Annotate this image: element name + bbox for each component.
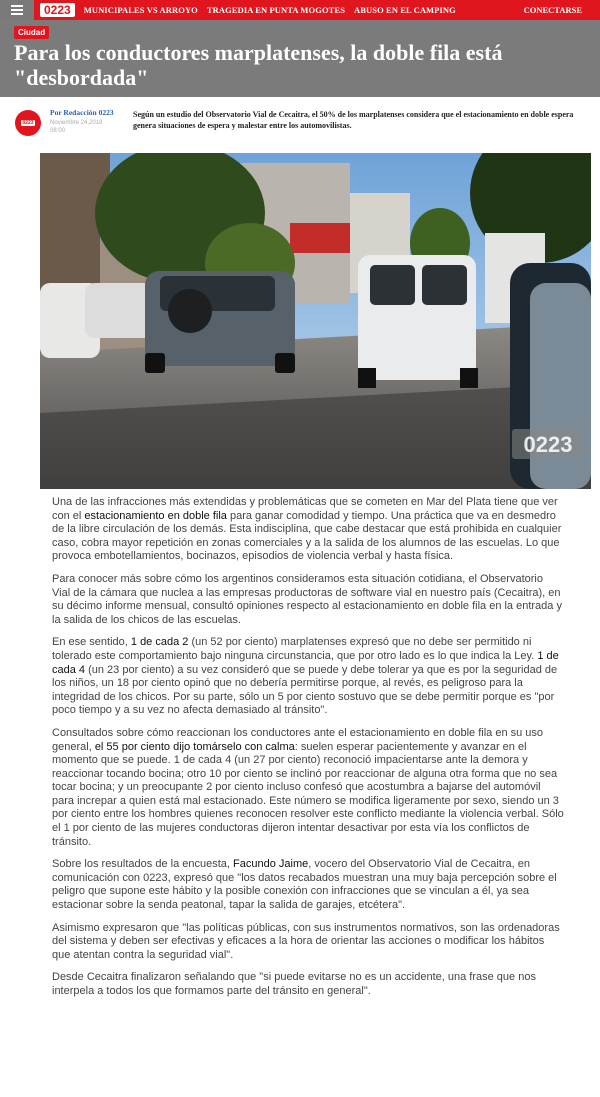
paragraph-6: Asimismo expresaron que "las políticas públicas, con sus instrumentos normativos, son las ordenadoras del sistema y deben ser efectivas y eficaces a la hora de orientar las acciones o modificar los hábitos que atentan contra la seguridad vial". bbox=[52, 921, 560, 961]
photo-watermark: 0223 bbox=[523, 432, 573, 457]
publish-time: 08:00 bbox=[50, 128, 66, 134]
hamburger-icon[interactable] bbox=[0, 0, 34, 20]
author-name[interactable]: Por Redacción 0223 bbox=[50, 108, 114, 117]
p3-text-e: (un 23 por ciento) a su vez consideró que se puede y debe tolerar ya que es por la seguridad de los niños, un 18 por ciento opinó que no debería permitirse porque, al revés, es peligroso para la integridad de los chicos. Por su parte, sólo un 5 por ciento sostuvo que se debe permitir porque es "por poco tiempo y a su vez no afecta demasiado al tránsito". bbox=[52, 663, 558, 717]
article-photo bbox=[40, 153, 591, 489]
paragraph-5 bbox=[52, 858, 564, 912]
nav-link-municipales[interactable]: MUNICIPALES VS ARROYO bbox=[83, 5, 198, 15]
category-badge[interactable]: Ciudad bbox=[14, 26, 49, 39]
p3-text-a: En ese sentido, bbox=[52, 636, 131, 649]
paragraph-1 bbox=[52, 496, 564, 564]
p1-text-c: para ganar comodidad y tiempo. Una práctica que va en desmedro de la libre circulación de los demás. Esta indisciplina, que cabe destacar que está prohibida en cualquier caso, cobra mayor repetición en zonas comerciales y a la salida de los alumnos de las escuelas. Lo que provoca embotellamientos, bocinazos, episodios de violencia verbal y hasta física. bbox=[52, 509, 562, 563]
top-navbar bbox=[0, 0, 600, 20]
paragraph-3 bbox=[52, 636, 564, 718]
paragraph-2: Para conocer más sobre cómo los argentinos consideramos esta situación cotidiana, el Observatorio Vial de la cámara que nuclea a las empresas productoras de software vial en nuestro país (Cecaitra), en su décimo informe mensual, consultó opiniones respecto al estacionamiento en doble fila en la entrada y la salida de los chicos de las escuelas. bbox=[52, 572, 562, 626]
p5-text-c: , vocero del Observatorio Vial de Cecaitra, en comunicación con 0223, expresó que "los datos recabados muestran una muy baja percepción sobre el peligro que supone este hábito y la posible conexión con infracciones que se vinculan a él, ya sea estacionar sobre la senda peatonal, tapar la salida de garajes, etcétera". bbox=[52, 858, 557, 912]
article-summary: Según un estudio del Observatorio Vial de Cecaitra, el 50% de los marplatenses considera que el estacionamiento en doble espera genera situaciones de espera y malestar entre los automovilistas. bbox=[133, 110, 574, 130]
site-logo[interactable]: 0223 bbox=[40, 3, 75, 17]
p5-highlight: Facundo Jaime bbox=[233, 858, 309, 871]
publish-date-day: Noviembre 24,2018 bbox=[50, 120, 103, 126]
article-title: Para los conductores marplatenses, la doble fila está "desbordada" bbox=[14, 40, 503, 90]
publish-date bbox=[50, 119, 102, 135]
p3-text-c: (un 52 por ciento) marplatenses expresó que no debe ser permitido ni tolerado este comportamiento bajo ninguna circunstancia, que por otro lado es lo que indica la Ley. bbox=[52, 636, 538, 662]
article-body bbox=[52, 496, 564, 1008]
paragraph-4 bbox=[52, 727, 564, 849]
p5-text-a: Sobre los resultados de la encuesta, bbox=[52, 858, 234, 871]
p4-highlight: el 55 por ciento dijo tomárselo con calma bbox=[94, 740, 295, 753]
nav-link-abuso[interactable]: ABUSO EN EL CAMPING bbox=[354, 5, 456, 15]
connect-link[interactable]: CONECTARSE bbox=[523, 5, 582, 15]
p4-text-a: Consultados sobre cómo reaccionan los conductores ante el estacionamiento en doble fila en su uso general, bbox=[52, 726, 544, 753]
avatar-logo: 0223 bbox=[22, 120, 34, 126]
p4-text-c: : suelen esperar pacientemente y avanzar en el momento que se puede. 1 de cada 4 (un 27 por ciento) reconoció impacientarse ante la demora y reaccionar tocando bocina; otro 10 por ciento se inclinó por reaccionar de alguna otra forma que no sea tocar bocina; y un preocupante 2 por ciento incluso confesó que acostumbra a bajarse del automóvil para increpar a quien está mal estacionado. Este número se modifica ligeramente por sexo, siendo un 3 por ciento entre los hombres quienes reconocen resolver este conflicto mediante la violencia verbal. Sólo el 1 por ciento de las mujeres conductoras dijeron intentar desactivar por esta vía los conflictos de tránsito. bbox=[52, 740, 564, 848]
p1-highlight: estacionamiento en doble fila bbox=[84, 509, 227, 522]
nav-link-tragedia[interactable]: TRAGEDIA EN PUNTA MOGOTES bbox=[206, 5, 346, 15]
p3-highlight-1: 1 de cada 2 bbox=[130, 636, 189, 649]
paragraph-7: Desde Cecaitra finalizaron señalando que "si puede evitarse no es un accidente, una frase que nos interpela a todos los que formamos parte del tránsito en general". bbox=[52, 971, 536, 997]
street-scene-image bbox=[40, 153, 591, 489]
article-header bbox=[0, 20, 600, 97]
p3-highlight-2: 1 de cada 4 bbox=[52, 649, 559, 676]
author-avatar bbox=[15, 110, 41, 136]
p1-text-a: Una de las infracciones más extendidas y problemáticas que se cometen en Mar del Plata tiene que ver con el bbox=[52, 496, 558, 522]
